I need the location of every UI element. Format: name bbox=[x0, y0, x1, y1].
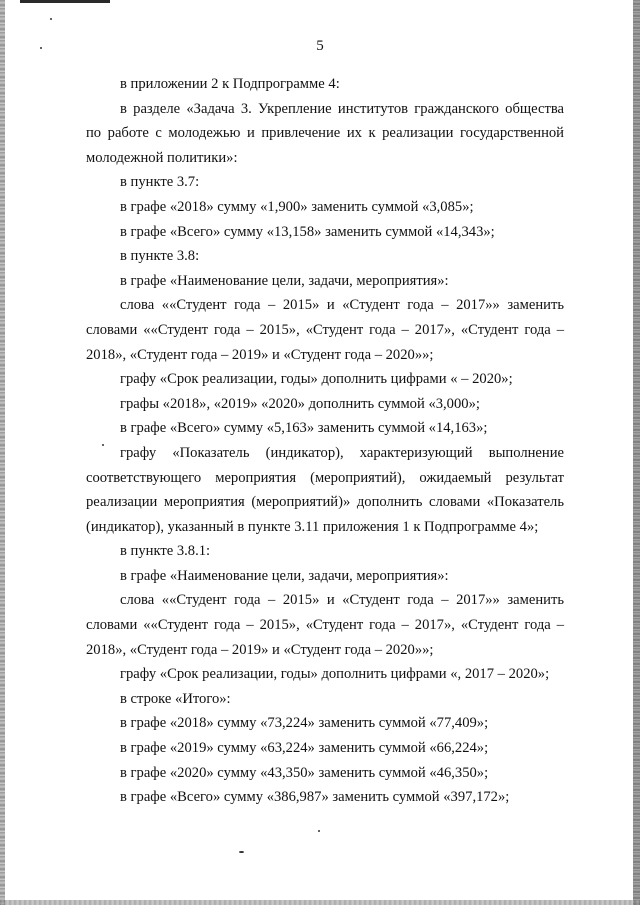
document-body bbox=[86, 72, 564, 810]
paragraph: в пункте 3.7: bbox=[120, 174, 200, 191]
paragraph: в графе «2020» сумму «43,350» заменить суммой «46,350»; bbox=[120, 764, 489, 781]
scan-mark-top bbox=[20, 0, 110, 3]
scan-speck bbox=[50, 18, 52, 20]
paragraph: в графе «Всего» сумму «386,987» заменить суммой «397,172»; bbox=[120, 789, 510, 806]
paragraph: в пункте 3.8: bbox=[120, 248, 200, 265]
paragraph: в приложении 2 к Подпрограмме 4: bbox=[120, 76, 340, 92]
scan-edge-left bbox=[0, 0, 5, 905]
paragraph: в графе «Наименование цели, задачи, мероприятия»: bbox=[120, 272, 449, 289]
paragraph: в строке «Итого»: bbox=[120, 690, 231, 707]
paragraph: в графе «Всего» сумму «13,158» заменить суммой «14,343»; bbox=[120, 223, 495, 240]
paragraph: в графе «2018» сумму «73,224» заменить суммой «77,409»; bbox=[120, 715, 489, 732]
paragraph: графу «Показатель (индикатор), характеризующий выполнение соответствующего мероприятия (мероприятий), ожидаемый результат реализации мероприятия (мероприятий)» дополнить словами «Показатель (индикатор), указанный в пункте 3.11 приложения 1 к Подпрограмме 4»; bbox=[86, 444, 564, 535]
paragraph: в разделе «Задача 3. Укрепление институтов гражданского общества по работе с молодежью и привлечение их к реализации государственной молодежной политики»: bbox=[86, 100, 564, 166]
page-number: 5 bbox=[316, 38, 324, 54]
scan-edge-bottom bbox=[0, 900, 640, 905]
scan-speck bbox=[318, 830, 320, 832]
paragraph: графу «Срок реализации, годы» дополнить цифрами «, 2017 – 2020»; bbox=[120, 666, 550, 683]
paragraph: в графе «Всего» сумму «5,163» заменить суммой «14,163»; bbox=[120, 420, 488, 437]
scan-edge-right bbox=[633, 0, 640, 905]
scan-speck bbox=[239, 851, 244, 853]
paragraph: в графе «2019» сумму «63,224» заменить суммой «66,224»; bbox=[120, 740, 489, 757]
paragraph: в пункте 3.8.1: bbox=[120, 543, 211, 560]
paragraph: слова ««Студент года – 2015» и «Студент года – 2017»» заменить словами ««Студент года – 2015», «Студент года – 2017», «Студент года – 2018», «Студент года – 2019» и «Студент года – 2020»»; bbox=[86, 297, 564, 363]
paragraph: графы «2018», «2019» «2020» дополнить суммой «3,000»; bbox=[120, 395, 480, 412]
paragraph: слова ««Студент года – 2015» и «Студент года – 2017»» заменить словами ««Студент года – 2015», «Студент года – 2017», «Студент года – 2018», «Студент года – 2019» и «Студент года – 2020»»; bbox=[86, 592, 564, 658]
paragraph: графу «Срок реализации, годы» дополнить цифрами « – 2020»; bbox=[120, 371, 513, 388]
paragraph: в графе «2018» сумму «1,900» заменить суммой «3,085»; bbox=[120, 198, 474, 215]
paragraph: в графе «Наименование цели, задачи, мероприятия»: bbox=[120, 567, 449, 584]
